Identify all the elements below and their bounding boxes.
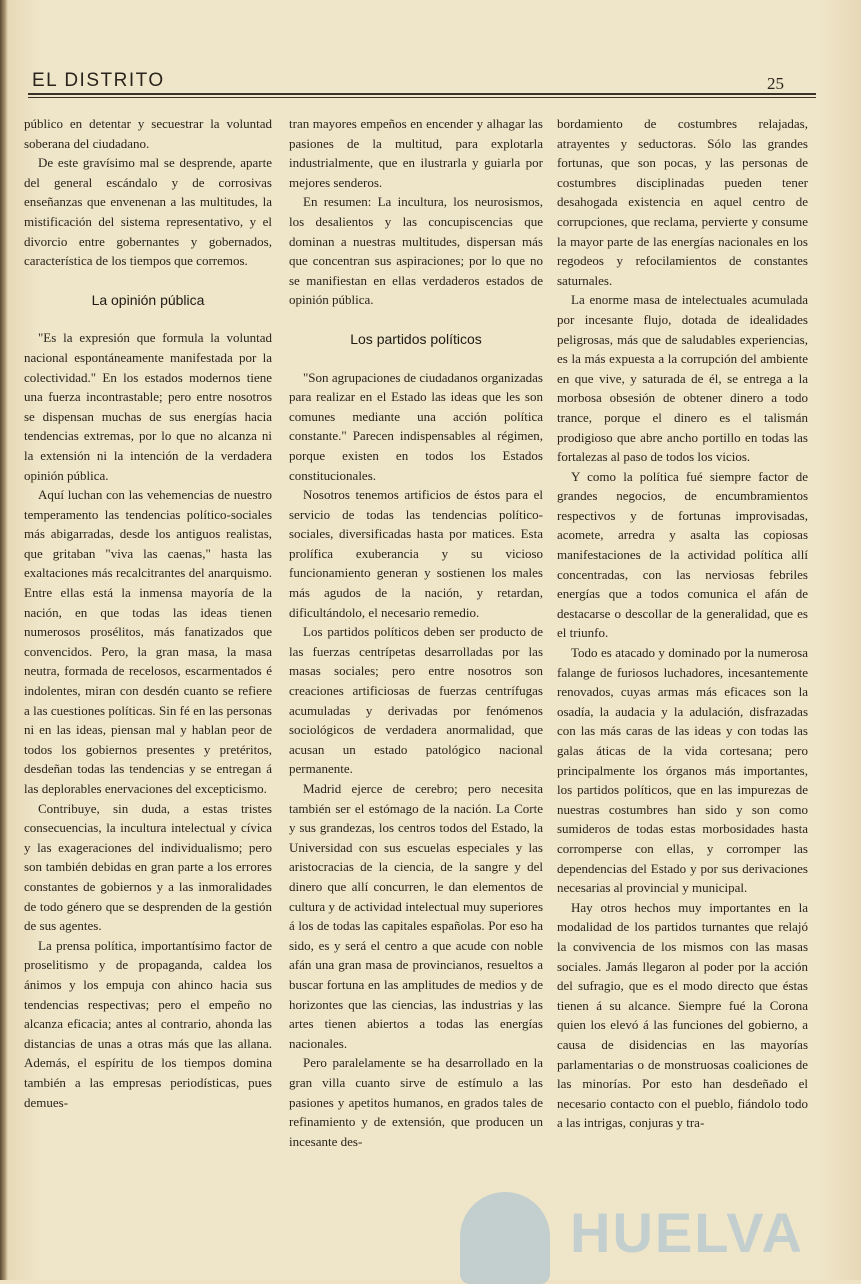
binding-shadow [0,0,8,1280]
paragraph: Hay otros hechos muy importantes en la modalidad de los partidos turnantes que relajó la convivencia de los mismos con las masas sociales. Jamás llegaron al poder por la acción del sufragio, que es el modo directo que éstas tienen á su alcance. Siempre fué la Corona quien los elevó á las funciones del gobierno, a causa de disidencias en las mayorías parlamentarias o de monstruosas coaliciones de las minorías. Por esto han desdeñado el necesario contacto con el pueblo, fiándolo todo a las intrigas, conjuras y tra- [557,899,808,1131]
section-heading-partidos-politicos: Los partidos políticos [350,330,482,347]
archive-watermark [460,1200,804,1280]
text-column-1 [24,114,272,1214]
paragraph: "Son agrupaciones de ciudadanos organizadas para realizar en el Estado las ideas que les son comunes mediante una acción política constante." Parecen indispensables al régimen, porque existen en todos los Estados constitucionales. [289,369,543,483]
paragraph: bordamiento de costumbres relajadas, atrayentes y seductoras. Sólo las grandes fortunas, que son pocas, y las personas de costumbres disciplinadas pueden tener desahogada existencia en aquel centro de corrupciones, que reclama, pervierte y consume la mayor parte de las energías nacionales en los regodeos y refocilamientos de constantes saturnales. [557,116,808,288]
header-rule [28,93,816,95]
publication-title: EL DISTRITO [32,70,165,91]
paragraph: Nosotros tenemos artificios de éstos para el servicio de todas las tendencias político-sociales, diversificadas hasta por matices. Esta prolífica exuberancia y su vicioso funcionamiento generan y sostienen los males más agudos de la nación, y retardan, dificultándolo, el necesario remedio. [289,487,543,620]
text-column-2 [289,114,543,1214]
shield-icon [460,1192,550,1284]
text-column-3 [557,114,808,1214]
paragraph: Los partidos políticos deben ser producto de las fuerzas centrípetas desarrolladas por las masas sociales; pero entre nosotros son creaciones artificiosas de fuerzas centrífugas acumuladas y derivadas por fenómenos sociológicos de verdadera anormalidad, que acusan un estado patológico nacional permanente. [289,624,543,777]
paragraph: Contribuye, sin duda, a estas tristes consecuencias, la incultura intelectual y cívica y las exageraciones del individualismo; pero son también debidas en gran parte a los errores constantes de gobiernos y a las inmoralidades de todo género que se desprenden de la gestión de sus agentes. [24,800,272,934]
paragraph: tran mayores empeños en encender y alhagar las pasiones de la multitud, para explotarla industrialmente, que en ilustrarla y guiarla por mejores senderos. [289,116,543,190]
paragraph: Y como la política fué siempre factor de grandes negocios, de encumbramientos respectivos y de fortunas improvisadas, acomete, arredra y asalta las copiosas manifestaciones de la actividad política allí concentradas, con las nerviosas febriles energías que a todos comunica el afán de destacarse o descollar de la generalidad, que es el triunfo. [557,468,808,641]
paragraph: La prensa política, importantísimo factor de proselitismo y de propaganda, caldea los ánimos y los empuja con ahinco hacia sus tendencias respectivas; pero el empeño no alcanza eficacia; antes al contrario, ahonda las distancias de unas a otras más que las allana. Además, el espíritu de los tiempos domina también a las empresas periodísticas, pues demues- [24,937,272,1110]
watermark-text: HUELVA [570,1201,804,1264]
paragraph: En resumen: La incultura, los neurosismos, los desalientos y las concupiscencias que dominan a nuestras multitudes, dispersan más que concentran sus aspiraciones; por lo que no se manifiestan en ellas verdaderos estados de opinión pública. [289,194,543,308]
paragraph: "Es la expresión que formula la voluntad nacional espontáneamente manifestada por la colectividad." En los estados modernos tiene una fuerza incontrastable; pero entre nosotros se dispensan muchas de sus energías hacia tendencias extremas, por lo que no alcanza ni la extensión ni la intención de la verdadera opinión pública. [24,330,272,483]
paragraph: Madrid ejerce de cerebro; pero necesita también ser el estómago de la nación. La Corte y sus grandezas, los centros todos del Estado, la Universidad con sus escuelas especiales y las aristocracias de la ciencia, de la sangre y del dinero que allí concurren, le dan elementos de cultura y de actividad intelectual muy superiores á los de todas las capitales españolas. Por eso ha sido, es y será el centro a que acude con noble afán una gran masa de provincianos, resueltos a buscar fortuna en las amplitudes de medios y de horizontes que las ciencias, las industrias y las artes tienen abiertos a todas las energías nacionales. [289,781,543,1051]
paragraph: Todo es atacado y dominado por la numerosa falange de furiosos luchadores, incesantemente renovados, cuyas armas más eficaces son la osadía, la audacia y la adulación, disfrazadas con las más caras de las ideas y con todas las galas áticas de la vida cortesana; pero principalmente los órganos más importantes, los partidos políticos, que en las impurezas de nuestras costumbres han sido y son como sumideros de todas estas morbosidades hasta corromperse con ellas, y corromper las dependencias del Estado y por sus derivaciones necesarias al provincial y municipal. [557,645,808,896]
header-rule-thin [28,97,816,98]
section-heading-opinion-publica: La opinión pública [91,291,205,308]
paragraph: De este gravísimo mal se desprende, aparte del general escándalo y de corrosivas enseñanzas que envenenan a las multitudes, la mistificación del sistema representativo, y el divorcio entre gobernantes y gobernados, característica de los tiempos que corremos. [24,155,272,269]
paragraph: público en detentar y secuestrar la voluntad soberana del ciudadano. [24,116,272,151]
paragraph: Pero paralelamente se ha desarrollado en la gran villa cuanto sirve de estímulo a las pasiones y apetitos humanos, en grados tales de refinamiento y de extensión, que producen un incesante des- [289,1055,543,1149]
paragraph: Aquí luchan con las vehemencias de nuestro temperamento las tendencias político-sociales más abigarradas, desde los antiguos realistas, que gritaban "viva las caenas," hasta las exaltaciones más recalcitrantes del anarquismo. Entre ellas está la inmensa mayoría de la nación, en que todas las ideas tienen numerosos prosélitos, más fanatizados que convencidos. Pero, la gran masa, la masa neutra, formada de recelosos, escarmentados é indolentes, miran con desdén cuanto se refiere a las cuestiones políticas. Sin fé en las personas ni en las ideas, piensan mal y hablan peor de todos los gobiernos presentes y pretéritos, desdeñan todas las tendencias y se entregan á las deplorables enervaciones del excepticismo. [24,487,272,796]
page-number: 25 [767,74,784,93]
paragraph: La enorme masa de intelectuales acumulada por incesante flujo, dotada de idealidades peligrosas, más que de saludables experiencias, es la más expuesta a la corrupción del ambiente en que vive, y saturada de él, se entrega a la morbosa obsesión de obtener dinero a todo trance, porque el dinero es el talismán prodigioso que abre ancho portillo en todas las fortalezas al paso de todos los vicios. [557,292,808,465]
